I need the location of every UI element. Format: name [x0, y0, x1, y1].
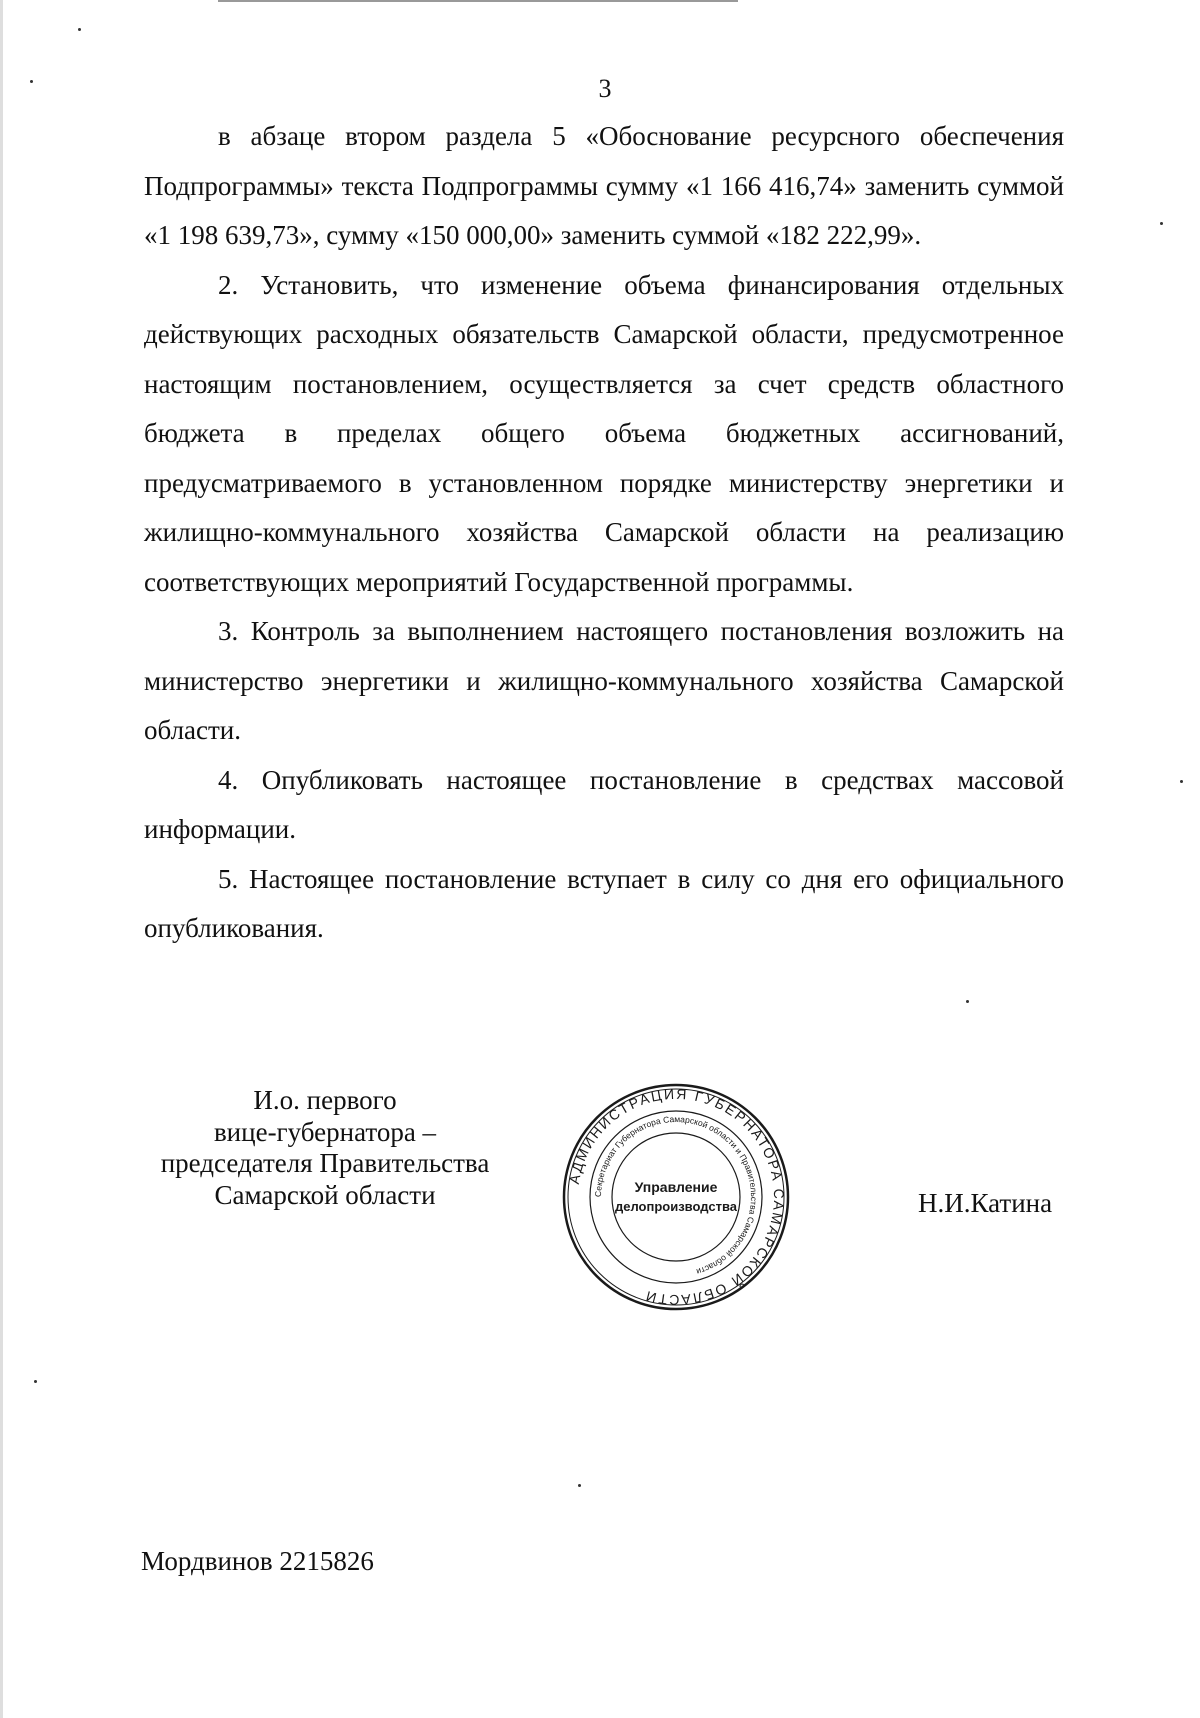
- paragraph-4: 4. Опубликовать настоящее постановление в средствах массовой информации.: [144, 764, 1064, 844]
- scan-speck: [78, 28, 81, 31]
- signatory-title-line: вице-губернатора –: [213, 1116, 437, 1147]
- signatory-title-line: И.о. первого: [253, 1085, 397, 1115]
- paragraph-5: 5. Настоящее постановление вступает в силу со дня его официального опубликования.: [144, 863, 1064, 943]
- paragraph-3: 3. Контроль за выполнением настоящего постановления возложить на министерство энергетики и жилищно-коммунального хозяйства Самарской области.: [144, 616, 1064, 745]
- scan-speck: [966, 1000, 969, 1003]
- signatory-title: [140, 1085, 510, 1211]
- scan-speck: [1160, 222, 1163, 225]
- seal-center-line-2: делопроизводства: [614, 1199, 738, 1214]
- page-number: 3: [598, 74, 612, 103]
- signatory-title-line: Самарской области: [214, 1179, 436, 1210]
- signatory-name: Н.И.Катина: [918, 1188, 1053, 1218]
- scan-speck: [34, 1380, 37, 1383]
- seal-center-line-1: Управление: [634, 1179, 718, 1195]
- svg-text:Секретариат Губернатора Самарс: [593, 1114, 759, 1277]
- scan-speck: [30, 80, 33, 83]
- seal-outer-text: АДМИНИСТРАЦИЯ ГУБЕРНАТОРА САМАРСКОЙ ОБЛАСТИ: [565, 1085, 788, 1309]
- signatory-title-line: председателя Правительства: [160, 1148, 490, 1178]
- seal-inner-text: Секретариат Губернатора Самарской области и Правительства Самарской области: [592, 1113, 760, 1278]
- scan-speck: [1180, 780, 1183, 783]
- official-seal: [556, 1077, 796, 1317]
- executor-contact: Мордвинов 2215826: [141, 1546, 374, 1576]
- paragraph-2: 2. Установить, что изменение объема финансирования отдельных действующих расходных обязательств Самарской области, предусмотренное настоящим постановлением, осуществляется за счет средств областного бюджета в пределах общего объема бюджетных ассигнований, предусматриваемого в установленном порядке министерству энергетики и жилищно-коммунального хозяйства Самарской области на реализацию соответствующих мероприятий Государственной программы.: [144, 269, 1064, 597]
- paragraph-continuation: в абзаце втором раздела 5 «Обоснование ресурсного обеспечения Подпрограммы» текста Подпрограммы сумму «1 166 416,74» заменить суммой «1 198 639,73», сумму «150 000,00» заменить суммой «182 222,99».: [144, 121, 1064, 250]
- scan-speck: [578, 1484, 581, 1487]
- document-body: [144, 112, 1064, 954]
- scan-top-rule: [218, 0, 738, 2]
- scan-edge: [0, 0, 3, 1718]
